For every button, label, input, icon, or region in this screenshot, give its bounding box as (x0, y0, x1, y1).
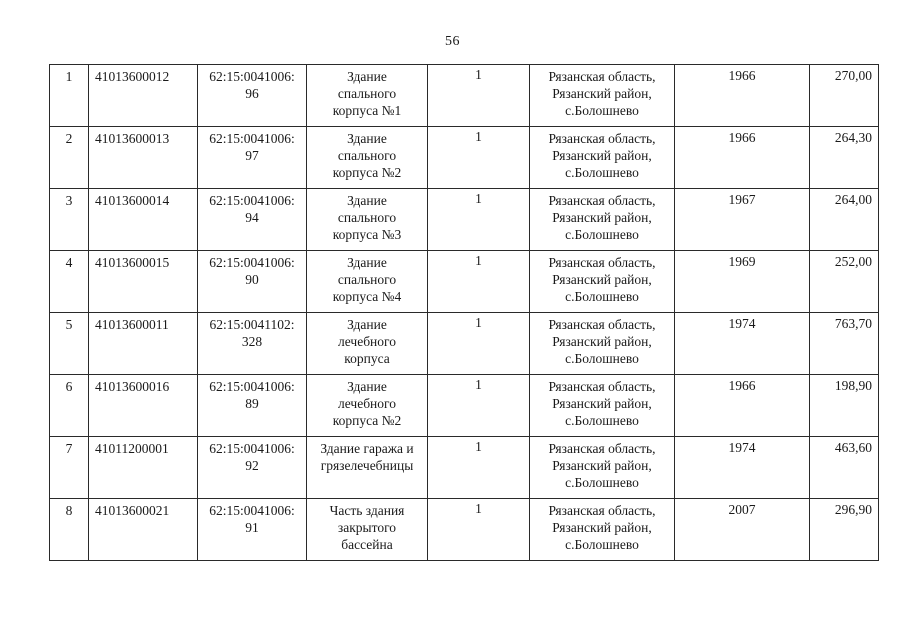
area-cell: 296,90 (810, 499, 879, 561)
address-cell: Рязанская область, Рязанский район, с.Болошнево (530, 375, 675, 437)
cadastral-number-cell: 62:15:0041006: 97 (198, 127, 307, 189)
row-number-cell: 6 (50, 375, 89, 437)
area-cell: 264,00 (810, 189, 879, 251)
row-number-cell: 4 (50, 251, 89, 313)
cadastral-number-cell: 62:15:0041006: 90 (198, 251, 307, 313)
object-name-cell: Здание спального корпуса №4 (307, 251, 428, 313)
table-row (50, 313, 879, 375)
table-row (50, 65, 879, 127)
object-name-cell: Часть здания закрытого бассейна (307, 499, 428, 561)
year-cell: 1974 (675, 437, 810, 499)
address-cell: Рязанская область, Рязанский район, с.Болошнево (530, 65, 675, 127)
row-number-cell: 7 (50, 437, 89, 499)
inventory-number-cell: 41013600014 (89, 189, 198, 251)
year-cell: 1974 (675, 313, 810, 375)
area-cell: 763,70 (810, 313, 879, 375)
address-cell: Рязанская область, Рязанский район, с.Болошнево (530, 127, 675, 189)
row-number-cell: 1 (50, 65, 89, 127)
row-number-cell: 8 (50, 499, 89, 561)
page-number: 56 (445, 34, 460, 49)
quantity-cell: 1 (428, 127, 530, 189)
cadastral-number-cell: 62:15:0041006: 92 (198, 437, 307, 499)
quantity-cell: 1 (428, 437, 530, 499)
quantity-cell: 1 (428, 251, 530, 313)
object-name-cell: Здание лечебного корпуса №2 (307, 375, 428, 437)
inventory-number-cell: 41013600015 (89, 251, 198, 313)
inventory-number-cell: 41013600016 (89, 375, 198, 437)
row-number-cell: 3 (50, 189, 89, 251)
address-cell: Рязанская область, Рязанский район, с.Болошнево (530, 251, 675, 313)
property-table (49, 64, 879, 561)
object-name-cell: Здание спального корпуса №1 (307, 65, 428, 127)
table-row (50, 127, 879, 189)
quantity-cell: 1 (428, 499, 530, 561)
table-row (50, 499, 879, 561)
object-name-cell: Здание лечебного корпуса (307, 313, 428, 375)
address-cell: Рязанская область, Рязанский район, с.Болошнево (530, 437, 675, 499)
cadastral-number-cell: 62:15:0041006: 94 (198, 189, 307, 251)
object-name-cell: Здание спального корпуса №3 (307, 189, 428, 251)
quantity-cell: 1 (428, 375, 530, 437)
inventory-number-cell: 41013600011 (89, 313, 198, 375)
area-cell: 270,00 (810, 65, 879, 127)
area-cell: 252,00 (810, 251, 879, 313)
quantity-cell: 1 (428, 313, 530, 375)
year-cell: 1966 (675, 65, 810, 127)
row-number-cell: 2 (50, 127, 89, 189)
table-row (50, 437, 879, 499)
address-cell: Рязанская область, Рязанский район, с.Болошнево (530, 313, 675, 375)
address-cell: Рязанская область, Рязанский район, с.Болошнево (530, 189, 675, 251)
table-row (50, 251, 879, 313)
area-cell: 463,60 (810, 437, 879, 499)
address-cell: Рязанская область, Рязанский район, с.Болошнево (530, 499, 675, 561)
cadastral-number-cell: 62:15:0041006: 89 (198, 375, 307, 437)
property-table-body (50, 65, 879, 561)
inventory-number-cell: 41013600013 (89, 127, 198, 189)
quantity-cell: 1 (428, 65, 530, 127)
year-cell: 2007 (675, 499, 810, 561)
area-cell: 264,30 (810, 127, 879, 189)
table-row (50, 189, 879, 251)
area-cell: 198,90 (810, 375, 879, 437)
inventory-number-cell: 41011200001 (89, 437, 198, 499)
inventory-number-cell: 41013600021 (89, 499, 198, 561)
object-name-cell: Здание спального корпуса №2 (307, 127, 428, 189)
cadastral-number-cell: 62:15:0041006: 96 (198, 65, 307, 127)
quantity-cell: 1 (428, 189, 530, 251)
row-number-cell: 5 (50, 313, 89, 375)
year-cell: 1966 (675, 127, 810, 189)
cadastral-number-cell: 62:15:0041102: 328 (198, 313, 307, 375)
table-row (50, 375, 879, 437)
cadastral-number-cell: 62:15:0041006: 91 (198, 499, 307, 561)
inventory-number-cell: 41013600012 (89, 65, 198, 127)
object-name-cell: Здание гаража и грязелечебницы (307, 437, 428, 499)
year-cell: 1966 (675, 375, 810, 437)
year-cell: 1967 (675, 189, 810, 251)
year-cell: 1969 (675, 251, 810, 313)
